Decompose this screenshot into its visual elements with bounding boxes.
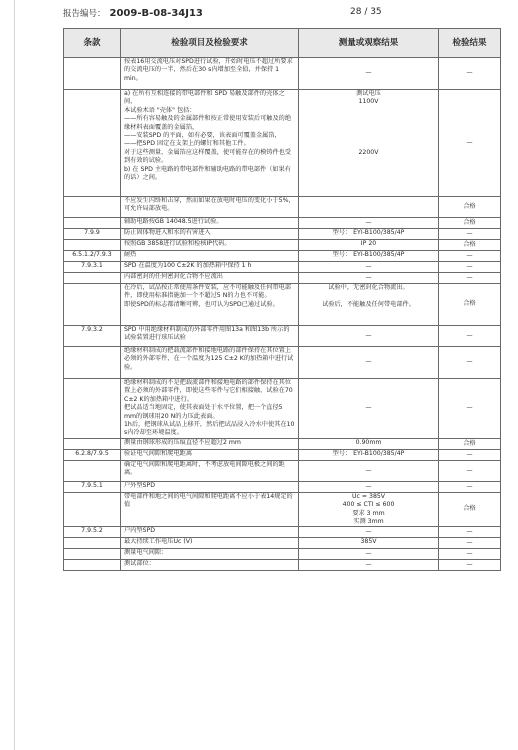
verdict-cell: 合格 — [439, 492, 501, 527]
clause-cell: 6.2.8/7.9.5 — [64, 449, 121, 460]
verdict-cell: — — [439, 527, 501, 538]
verdict-cell: — — [439, 538, 501, 549]
observation-cell: — — [299, 273, 439, 284]
requirement-cell: 在冷后，试品按正常使用条件安装，应不可能触及任何带电部件，即使用标准指施加一个不超过5 N的力也不可能。 即使SPD的标志都清晰可辨，也可认为SPD已通过试验。 — [121, 284, 299, 326]
verdict-cell: — — [439, 347, 501, 379]
clause-cell: 7.9.5.2 — [64, 527, 121, 538]
verdict-cell: — — [439, 229, 501, 240]
requirement-cell: 最大持续工作电压Uc (V) — [121, 538, 299, 549]
table-row — [64, 251, 501, 262]
verdict-cell: — — [439, 460, 501, 481]
clause-cell — [64, 379, 121, 439]
observation-cell: 型号： EYI-B100/385/4P — [299, 229, 439, 240]
observation-cell: Uc = 385V 400 ≤ CTI ≤ 600 要求 3 mm 实测 3mm — [299, 492, 439, 527]
table-row — [64, 240, 501, 251]
clause-cell — [64, 90, 121, 197]
clause-cell — [64, 240, 121, 251]
verdict-cell: — — [439, 481, 501, 492]
observation-cell: 385V — [299, 538, 439, 549]
col-header-verdict: 检验结果 — [439, 29, 501, 58]
requirement-cell: 辅助电路按GB 14048.5进行试验。 — [121, 218, 299, 229]
observation-cell: 型号： EYI-B100/385/4P — [299, 449, 439, 460]
clause-cell — [64, 492, 121, 527]
verdict-cell: 合格 — [439, 438, 501, 449]
observation-cell: — — [299, 218, 439, 229]
table-row — [64, 438, 501, 449]
verdict-cell: — — [439, 90, 501, 197]
verdict-cell: 合格 — [439, 240, 501, 251]
observation-cell: 测试电压 1100V 2200V — [299, 90, 439, 197]
clause-cell — [64, 347, 121, 379]
observation-cell: 0.90mm — [299, 438, 439, 449]
verdict-cell: — — [439, 449, 501, 460]
verdict-cell: 合格 — [439, 218, 501, 229]
clause-cell: 7.9.5.1 — [64, 481, 121, 492]
clause-cell — [64, 538, 121, 549]
clause-cell — [64, 58, 121, 90]
verdict-cell: — — [439, 58, 501, 90]
verdict-cell: 合格 — [439, 284, 501, 326]
verdict-cell: — — [439, 251, 501, 262]
verdict-cell: 合格 — [439, 197, 501, 218]
table-row — [64, 379, 501, 439]
observation-cell: — — [299, 262, 439, 273]
observation-cell: — — [299, 347, 439, 379]
col-header-observation: 测量或观察结果 — [299, 29, 439, 58]
observation-cell: IP 20 — [299, 240, 439, 251]
table-header-row — [64, 29, 501, 58]
observation-cell: — — [299, 326, 439, 347]
verdict-cell: — — [439, 262, 501, 273]
clause-cell — [64, 549, 121, 560]
table-row — [64, 492, 501, 527]
inspection-table-wrap — [63, 28, 500, 571]
observation-cell: — — [299, 549, 439, 560]
requirement-cell: SPD 中用绝缘材料制成的外部零件用图13a 和图13b 所示的试验装置进行球压试验 — [121, 326, 299, 347]
report-number — [63, 7, 203, 19]
observation-cell: — — [299, 481, 439, 492]
clause-cell — [64, 284, 121, 326]
verdict-cell: — — [439, 379, 501, 439]
inspection-table — [63, 28, 501, 571]
table-row — [64, 560, 501, 571]
clause-cell: 7.9.3.2 — [64, 326, 121, 347]
table-row — [64, 481, 501, 492]
verdict-cell: — — [439, 326, 501, 347]
table-row — [64, 284, 501, 326]
requirement-cell: 防止固体物进入和水的有害进入 — [121, 229, 299, 240]
requirement-cell: 户内型SPD — [121, 527, 299, 538]
clause-cell: 7.9.3.1 — [64, 262, 121, 273]
requirement-cell: 绝缘材料制成的不是把载流部件和接地电路的部件保持在其位置上必须的外部零件，即使这些零件与它们相接触，试验在70 C±2 K的加热箱中进行。 把试品适当地固定，使其表面处于水平位置，把一个直径5 mm的钢球用20 N的力压此表面。 1h后，把钢球从试品上移开，然后把试品浸入冷水中使其在10 s内冷却至环境温度。 — [121, 379, 299, 439]
table-row — [64, 460, 501, 481]
requirement-cell: 验证电气间隙和爬电距离 — [121, 449, 299, 460]
verdict-cell: — — [439, 549, 501, 560]
page-number: 28 / 35 — [350, 7, 382, 17]
observation-cell: — — [299, 379, 439, 439]
page-edge-line — [14, 0, 15, 750]
clause-cell — [64, 218, 121, 229]
observation-cell: — — [299, 560, 439, 571]
observation-cell: 型号： EYI-B100/385/4P — [299, 251, 439, 262]
requirement-cell: SPD 在温度为100 C±2K 的加热箱中保持 1 h — [121, 262, 299, 273]
clause-cell — [64, 460, 121, 481]
requirement-cell: 测量电气间隙： — [121, 549, 299, 560]
table-row — [64, 538, 501, 549]
observation-cell: 试验中，无密封化合物流出。 试验后，不能触及任何带电部件。 — [299, 284, 439, 326]
observation-cell: — — [299, 58, 439, 90]
table-row — [64, 262, 501, 273]
requirement-cell: 按表16用交流电压对SPD进行试验，开始时电压不超过所要求的交流电压的一半，然后在30 s内增加至全值，并保持 1 min。 — [121, 58, 299, 90]
col-header-requirement: 检验项目及检验要求 — [121, 29, 299, 58]
clause-cell — [64, 273, 121, 284]
verdict-cell: — — [439, 273, 501, 284]
table-row — [64, 58, 501, 90]
requirement-cell: 确定电气间隙和爬电距离时，不考虑放电间隙电极之间的距离。 — [121, 460, 299, 481]
requirement-cell: 测量由钢球形成的压痕直径不应超过2 mm — [121, 438, 299, 449]
report-number-value: 2009-B-08-34J13 — [109, 8, 203, 19]
clause-cell — [64, 438, 121, 449]
requirement-cell: 内部密封的任何密封化合物不应流出 — [121, 273, 299, 284]
clause-cell: 7.9.9 — [64, 229, 121, 240]
observation-cell — [299, 197, 439, 218]
table-row — [64, 197, 501, 218]
table-row — [64, 549, 501, 560]
table-row — [64, 90, 501, 197]
table-row — [64, 527, 501, 538]
observation-cell: — — [299, 460, 439, 481]
table-row — [64, 347, 501, 379]
clause-cell — [64, 560, 121, 571]
observation-cell: — — [299, 527, 439, 538]
table-row — [64, 218, 501, 229]
requirement-cell: a) 在所有互相连接的带电部件和 SPD 易触及部件的壳体之间， 本试验术语 "壳体" 包括： ——所有容易触及的金属部件和按正常使用安装后可触及的绝缘材料表面覆盖的金属箔， ——安装SPD 的平面，如有必要，该表面可覆盖金属箔， ——把SPD 固定在支架上的螺钉和其他工件。 对于这些测量，金属箔应这样覆盖，使可能存在的模铸件也受到有效的试验。 b) 在 SPD 主电路的带电部件和辅助电路的带电部件（如果有的话）之间。 — [121, 90, 299, 197]
table-row — [64, 273, 501, 284]
table-row — [64, 229, 501, 240]
clause-cell — [64, 197, 121, 218]
table-row — [64, 449, 501, 460]
requirement-cell: 带电部件和地之间的电气间隙和爬电距离不应小于表14规定的值 — [121, 492, 299, 527]
requirement-cell: 不应发生闪络和击穿，然而如果在放电时电压的变化小于5%，可允许局部放电。 — [121, 197, 299, 218]
table-row — [64, 326, 501, 347]
verdict-cell: — — [439, 560, 501, 571]
requirement-cell: 绝缘材料制成的把载流部件和接地电路的部件保持在其位置上必须的外部零件，在一个温度为125 C±2 K的加热箱中进行试验。 — [121, 347, 299, 379]
requirement-cell: 户外型SPD — [121, 481, 299, 492]
report-number-label: 报告编号： — [63, 9, 106, 19]
requirement-cell: 测试部位： — [121, 560, 299, 571]
col-header-clause: 条款 — [64, 29, 121, 58]
report-header — [63, 4, 495, 20]
requirement-cell: 按照GB 3858进行试验和检核IP代码。 — [121, 240, 299, 251]
clause-cell: 6.5.1.2/7.9.3 — [64, 251, 121, 262]
requirement-cell: 耐热 — [121, 251, 299, 262]
